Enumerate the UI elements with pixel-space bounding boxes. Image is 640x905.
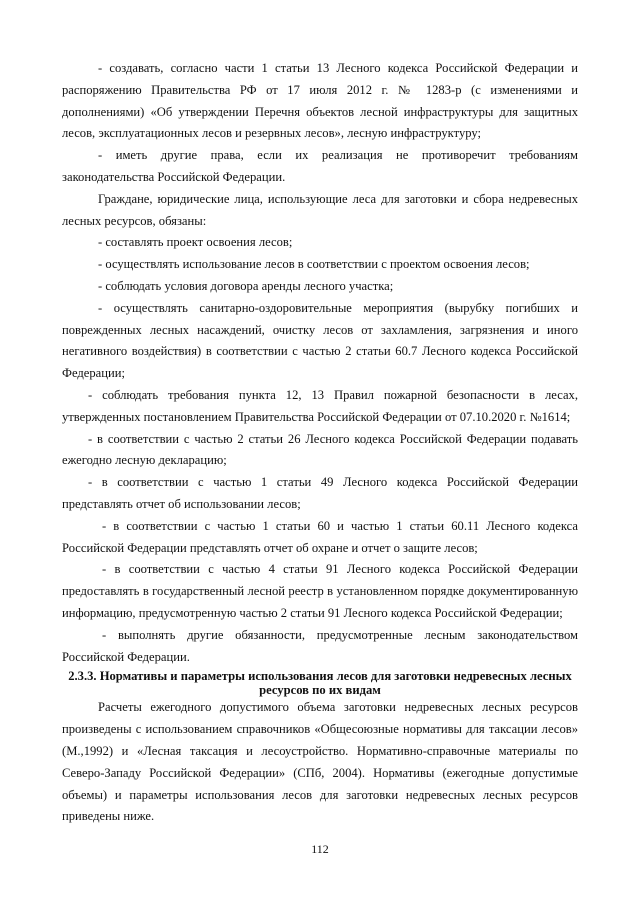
page-body xyxy=(62,58,578,828)
paragraph-fire-safety: - соблюдать требования пункта 12, 13 Правил пожарной безопасности в лесах, утвержденных постановлением Правительства Российской Федерации от 07.10.2020 г. №1614; xyxy=(62,387,578,424)
paragraph-sanitary-measures: - осуществлять санитарно-оздоровительные мероприятия (вырубку погибших и поврежденных лесных насаждений, очистку лесов от захламления, загрязнения и иного негативного воздействия) в соответствии с частью 2 статьи 60.7 Лесного кодекса Российской Федерации; xyxy=(62,300,578,381)
paragraph-use-forests: - осуществлять использование лесов в соответствии с проектом освоения лесов; xyxy=(98,257,530,272)
paragraph-calculations: Расчеты ежегодного допустимого объема заготовки недревесных лесных ресурсов произведены с использованием справочников «Общесоюзные нормативы для таксации лесов» (М.,1992) и «Лесная таксация и лесоустройство. Нормативно-справочные материалы по Северо-Западу Российской Федерации» (СПб, 2004). Нормативы (ежегодные допустимые объемы) и параметры использования лесов для заготовки недревесных лесных ресурсов приведены ниже. xyxy=(62,700,578,824)
paragraph-obligations-intro: Граждане, юридические лица, использующие леса для заготовки и сбора недревесных лесных ресурсов, обязаны: xyxy=(62,191,578,228)
paragraph-compose-project: - составлять проект освоения лесов; xyxy=(98,235,293,250)
paragraph-forest-declaration: - в соответствии с частью 2 статьи 26 Лесного кодекса Российской Федерации подавать ежегодно лесную декларацию; xyxy=(62,431,578,468)
paragraph-usage-report: - в соответствии с частью 1 статьи 49 Лесного кодекса Российской Федерации представлять отчет об использовании лесов; xyxy=(62,475,578,511)
paragraph-forest-registry: - в соответствии с частью 4 статьи 91 Лесного кодекса Российской Федерации предоставлять в государственный лесной реестр в установленном порядке документированную информацию, предусмотренную частью 2 статьи 91 Лесного кодекса Российской Федерации; xyxy=(62,562,578,620)
section-heading: 2.3.3. Нормативы и параметры использования лесов для заготовки недревесных лесных ресурсов по их видам xyxy=(68,669,572,698)
page-number: 112 xyxy=(311,842,329,856)
paragraph-create-infrastructure: - создавать, согласно части 1 статьи 13 Лесного кодекса Российской Федерации и распоряжению Правительства РФ от 17 июля 2012 г. № 1283-р (с изменениями и дополнениями) «Об утверждении Перечня объектов лесной инфраструктуры для защитных лесов, эксплуатационных лесов и резервных лесов», лесную инфраструктуру; xyxy=(62,61,578,141)
paragraph-other-duties: - выполнять другие обязанности, предусмотренные лесным законодательством Российской Федерации. xyxy=(62,627,578,664)
paragraph-lease-conditions: - соблюдать условия договора аренды лесного участка; xyxy=(98,278,394,293)
paragraph-other-rights: - иметь другие права, если их реализация не противоречит требованиям законодательства Российской Федерации. xyxy=(62,148,578,184)
paragraph-protection-report: - в соответствии с частью 1 статьи 60 и частью 1 статьи 60.11 Лесного кодекса Российской Федерации представлять отчет об охране и отчет о защите лесов; xyxy=(62,518,578,555)
